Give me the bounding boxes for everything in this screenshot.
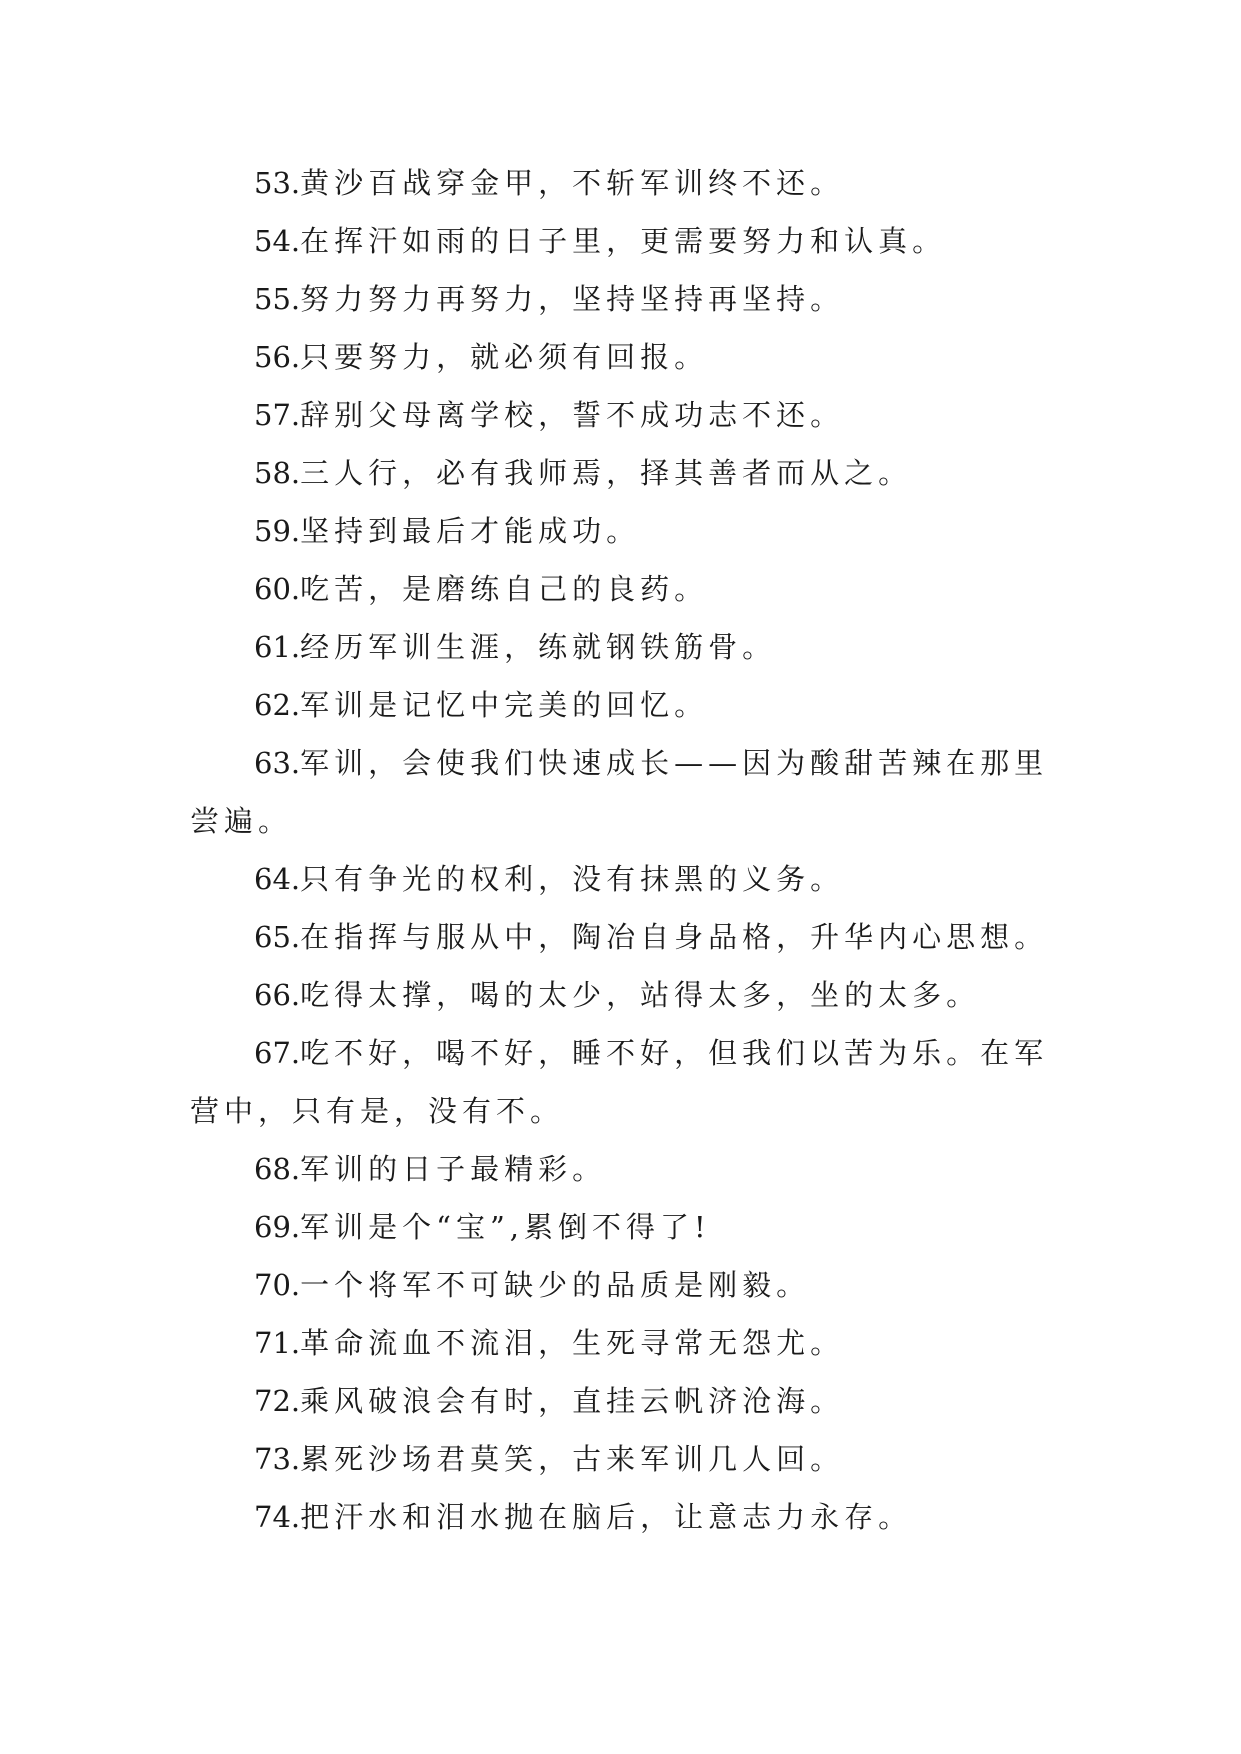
paragraph-66: [190, 966, 1050, 1024]
item-text: 把汗水和泪水抛在脑后，让意志力永存。: [300, 1500, 913, 1534]
paragraph-58: [190, 444, 1050, 502]
paragraph-72: [190, 1372, 1050, 1430]
item-number: 71.: [254, 1326, 301, 1360]
paragraph-54: [190, 212, 1050, 270]
item-number: 55.: [254, 282, 301, 316]
paragraph-61: [190, 618, 1050, 676]
item-number: 65.: [254, 920, 301, 954]
paragraph-67: [190, 1024, 1050, 1140]
paragraph-63: [190, 734, 1050, 850]
item-number: 64.: [254, 862, 301, 896]
item-number: 66.: [254, 978, 301, 1012]
item-number: 74.: [254, 1500, 301, 1534]
paragraph-73: [190, 1430, 1050, 1488]
paragraph-53: [190, 154, 1050, 212]
item-number: 59.: [254, 514, 301, 548]
paragraph-60: [190, 560, 1050, 618]
paragraph-69: [190, 1198, 1050, 1256]
paragraph-59: [190, 502, 1050, 560]
item-text: 累死沙场君莫笑，古来军训几人回。: [300, 1442, 845, 1476]
paragraph-71: [190, 1314, 1050, 1372]
item-text: 乘风破浪会有时，直挂云帆济沧海。: [300, 1384, 845, 1418]
item-text: 三人行，必有我师焉，择其善者而从之。: [300, 456, 913, 490]
item-number: 73.: [254, 1442, 301, 1476]
item-text: 黄沙百战穿金甲，不斩军训终不还。: [300, 166, 845, 200]
item-number: 54.: [254, 224, 301, 258]
item-text: 军训是个“宝”,累倒不得了!: [300, 1210, 711, 1244]
paragraph-74: [190, 1488, 1050, 1546]
item-text: 军训，会使我们快速成长——因为酸甜苦辣在那里尝遍。: [190, 746, 1049, 838]
item-text: 军训的日子最精彩。: [300, 1152, 607, 1186]
item-text: 只要努力，就必须有回报。: [300, 340, 709, 374]
item-number: 61.: [254, 630, 301, 664]
paragraph-70: [190, 1256, 1050, 1314]
item-text: 坚持到最后才能成功。: [300, 514, 641, 548]
item-number: 69.: [254, 1210, 301, 1244]
item-number: 62.: [254, 688, 301, 722]
paragraph-68: [190, 1140, 1050, 1198]
paragraph-57: [190, 386, 1050, 444]
item-text: 吃不好，喝不好，睡不好，但我们以苦为乐。在军营中，只有是，没有不。: [190, 1036, 1049, 1128]
paragraph-56: [190, 328, 1050, 386]
paragraph-64: [190, 850, 1050, 908]
item-number: 67.: [254, 1036, 301, 1070]
item-text: 一个将军不可缺少的品质是刚毅。: [300, 1268, 811, 1302]
item-number: 72.: [254, 1384, 301, 1418]
item-number: 58.: [254, 456, 301, 490]
document-body: [190, 154, 1050, 1546]
item-number: 70.: [254, 1268, 301, 1302]
item-text: 辞别父母离学校，誓不成功志不还。: [300, 398, 845, 432]
item-text: 在挥汗如雨的日子里，更需要努力和认真。: [300, 224, 947, 258]
paragraph-62: [190, 676, 1050, 734]
item-number: 56.: [254, 340, 301, 374]
item-number: 53.: [254, 166, 301, 200]
item-number: 68.: [254, 1152, 301, 1186]
item-text: 吃苦，是磨练自己的良药。: [300, 572, 709, 606]
item-text: 吃得太撑，喝的太少，站得太多，坐的太多。: [300, 978, 981, 1012]
item-number: 63.: [254, 746, 301, 780]
item-text: 革命流血不流泪，生死寻常无怨尤。: [300, 1326, 845, 1360]
item-text: 只有争光的权利，没有抹黑的义务。: [300, 862, 845, 896]
item-number: 60.: [254, 572, 301, 606]
item-text: 军训是记忆中完美的回忆。: [300, 688, 709, 722]
paragraph-65: [190, 908, 1050, 966]
item-text: 经历军训生涯，练就钢铁筋骨。: [300, 630, 777, 664]
item-number: 57.: [254, 398, 301, 432]
paragraph-55: [190, 270, 1050, 328]
item-text: 努力努力再努力，坚持坚持再坚持。: [300, 282, 845, 316]
item-text: 在指挥与服从中，陶冶自身品格，升华内心思想。: [300, 920, 1049, 954]
